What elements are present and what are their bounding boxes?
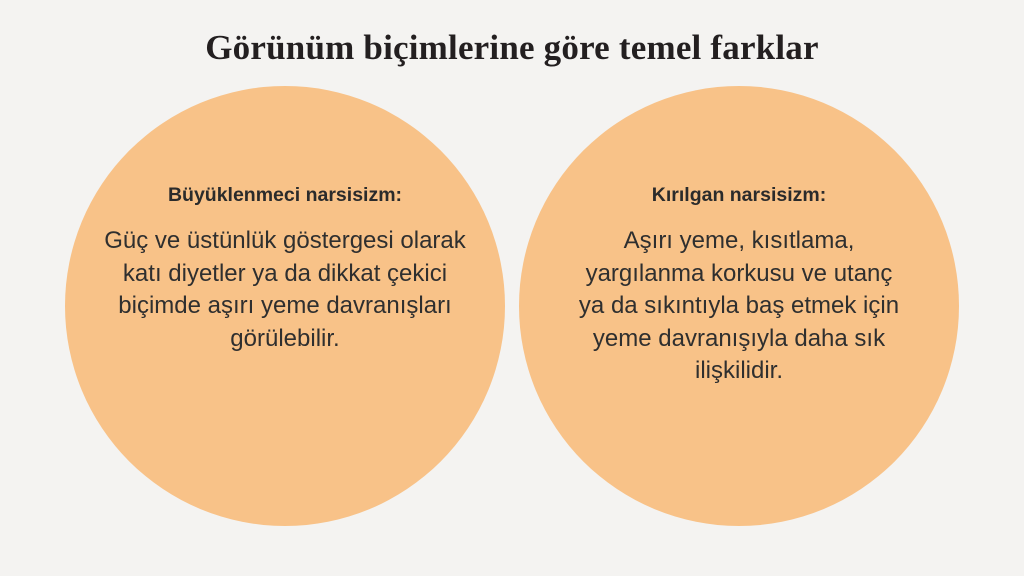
circle-heading-vulnerable: Kırılgan narsisizm: <box>651 184 827 206</box>
page-title: Görünüm biçimlerine göre temel farklar <box>205 28 819 67</box>
circle-body-grandiose: Güç ve üstünlük göstergesi olarak katı diyetler ya da dikkat çekici biçimde aşırı yeme davranışları görülebilir. <box>104 227 466 352</box>
circle-body-vulnerable: Aşırı yeme, kısıtlama, yargılanma korkusu ve utanç ya da sıkıntıyla baş etmek için yeme davranışıyla daha sık ilişkilidir. <box>578 227 900 384</box>
circle-vulnerable-narcissism <box>519 86 959 526</box>
circle-heading-grandiose: Büyüklenmeci narsisizm: <box>167 184 403 206</box>
comparison-diagram <box>0 86 1024 576</box>
circle-grandiose-narcissism <box>65 86 505 526</box>
